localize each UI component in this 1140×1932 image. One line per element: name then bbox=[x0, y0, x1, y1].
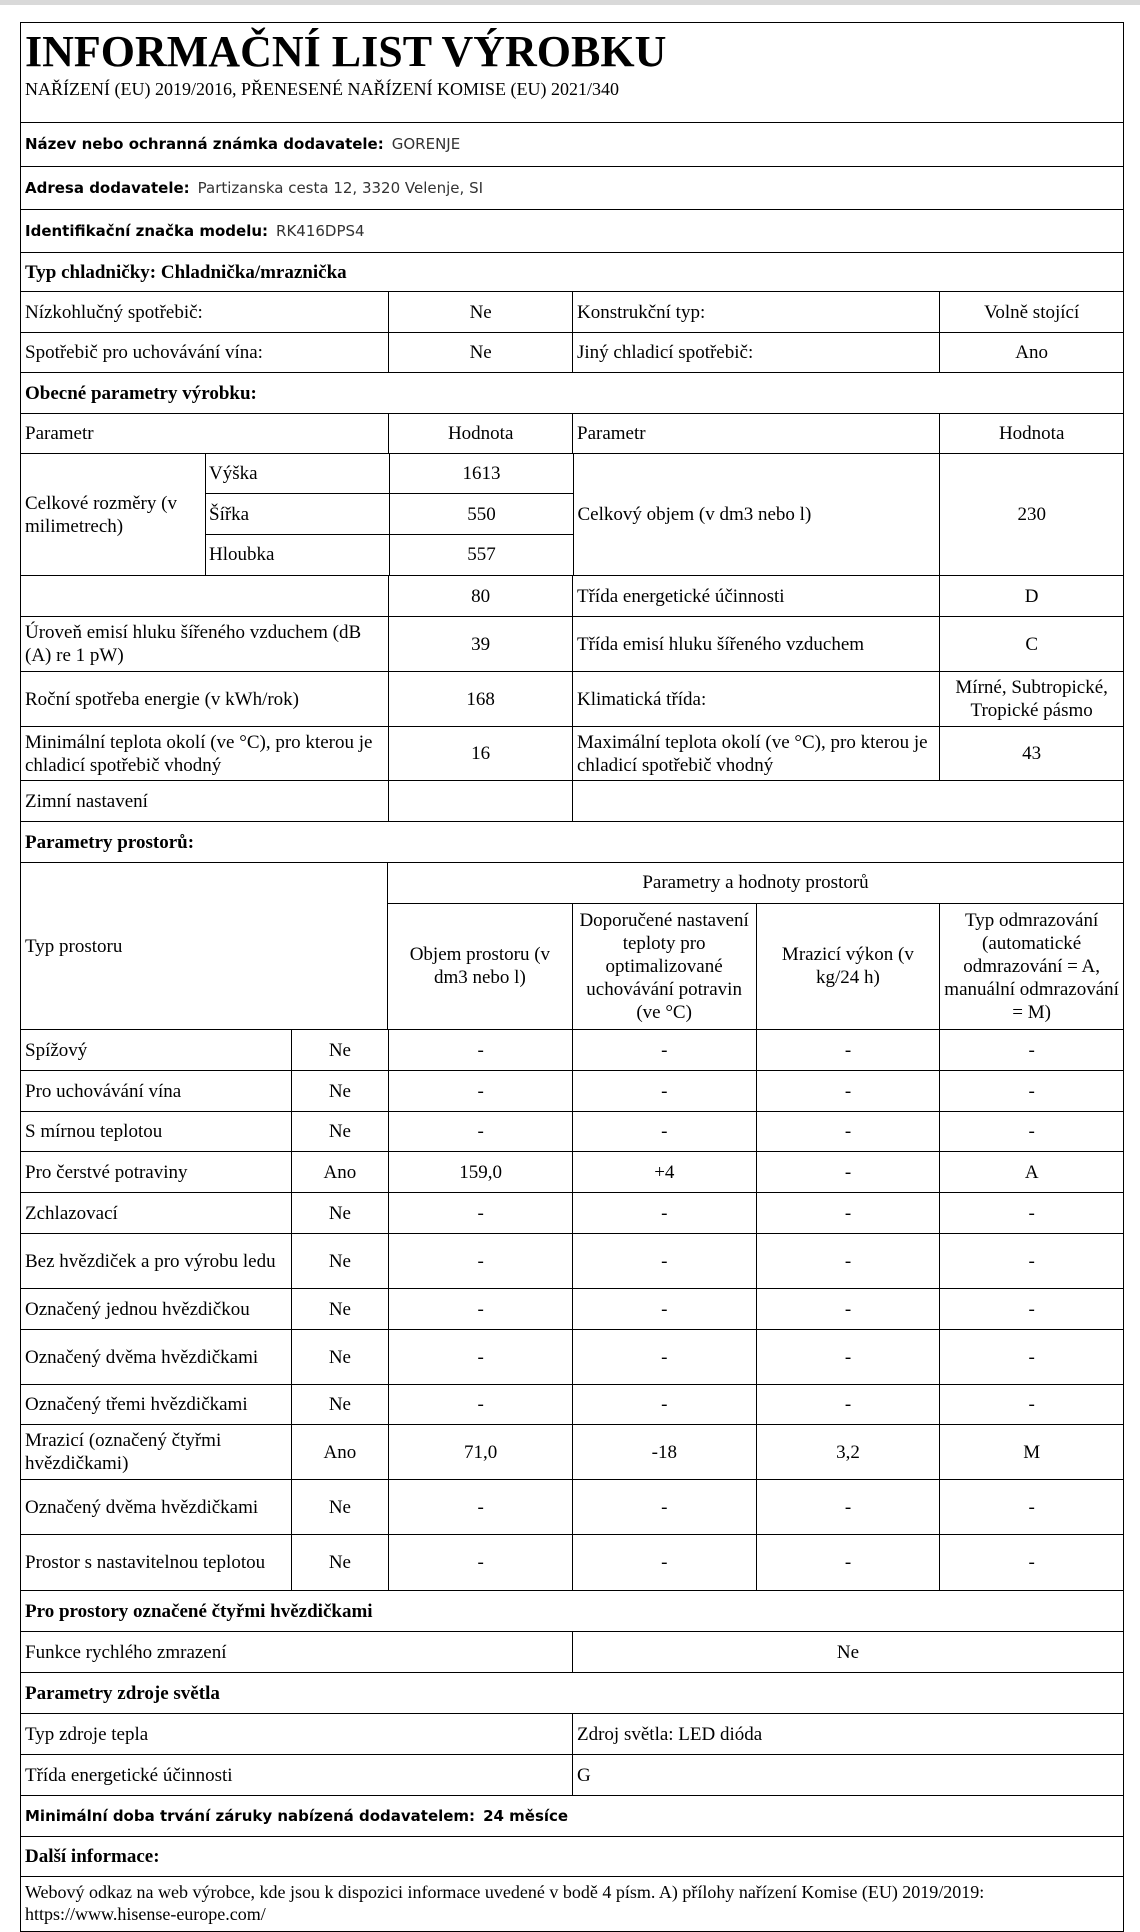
general-param-row bbox=[21, 780, 1123, 821]
supplier-address-label: Adresa dodavatele: bbox=[25, 178, 190, 197]
compartment-row bbox=[21, 1233, 1123, 1288]
compartment-volume: - bbox=[388, 1071, 572, 1111]
dimension-value: 550 bbox=[389, 494, 573, 534]
compartment-volume: - bbox=[388, 1193, 572, 1233]
dimension-value: 1613 bbox=[389, 454, 573, 493]
value-header: Hodnota bbox=[939, 414, 1123, 453]
dimension-name: Hloubka bbox=[209, 544, 275, 566]
compartment-name: Označený třemi hvězdičkami bbox=[25, 1394, 248, 1415]
compartment-temperature: -18 bbox=[572, 1425, 756, 1479]
compartment-freezing: - bbox=[756, 1289, 940, 1329]
general-header-row bbox=[21, 413, 1123, 453]
compartment-present: Ne bbox=[291, 1030, 389, 1070]
param-value: 16 bbox=[388, 727, 572, 780]
compartment-defrost: - bbox=[939, 1385, 1123, 1424]
param-value: C bbox=[939, 617, 1123, 671]
compartment-row bbox=[21, 1479, 1123, 1534]
fast-freeze-value: Ne bbox=[572, 1632, 1123, 1672]
more-info-heading-row bbox=[21, 1836, 1123, 1876]
compartment-freezing: - bbox=[756, 1480, 940, 1534]
dimensions-row bbox=[21, 453, 1123, 575]
regulation-subtitle: NAŘÍZENÍ (EU) 2019/2016, PŘENESENÉ NAŘÍZENÍ KOMISE (EU) 2021/340 bbox=[25, 79, 619, 99]
product-information-sheet bbox=[20, 22, 1124, 1932]
general-param-row bbox=[21, 671, 1123, 726]
compartment-present: Ne bbox=[291, 1112, 389, 1151]
compartment-name: Označený dvěma hvězdičkami bbox=[25, 1346, 259, 1368]
compartment-defrost: - bbox=[939, 1030, 1123, 1070]
total-volume-label: Celkový objem (v dm3 nebo l) bbox=[573, 454, 940, 575]
model-id-value: RK416DPS4 bbox=[276, 221, 365, 240]
compartment-freezing: - bbox=[756, 1193, 940, 1233]
compartment-temperature: - bbox=[572, 1071, 756, 1111]
param-value: 39 bbox=[388, 617, 572, 671]
compartment-defrost: - bbox=[939, 1112, 1123, 1151]
compartment-row bbox=[21, 1534, 1123, 1590]
compartment-freezing: 3,2 bbox=[756, 1425, 940, 1479]
compartment-freezing: - bbox=[756, 1071, 940, 1111]
basics-value: Ne bbox=[388, 292, 572, 332]
dimensions-label: Celkové rozměry (v milimetrech) bbox=[25, 492, 177, 537]
compartments-header-row bbox=[21, 862, 1123, 1029]
compartment-name: Pro čerstvé potraviny bbox=[25, 1161, 188, 1183]
compartment-temperature: - bbox=[572, 1112, 756, 1151]
param-value: 43 bbox=[939, 727, 1123, 780]
compartment-present: Ano bbox=[291, 1152, 389, 1192]
general-heading-row bbox=[21, 372, 1123, 413]
compartment-volume: 71,0 bbox=[388, 1425, 572, 1479]
dimension-name: Výška bbox=[209, 463, 258, 484]
general-param-row bbox=[21, 575, 1123, 616]
compartment-name: Označený dvěma hvězdičkami bbox=[25, 1496, 259, 1518]
compartment-name: S mírnou teplotou bbox=[25, 1121, 163, 1142]
param-header: Parametr bbox=[25, 423, 94, 444]
compartment-freezing: - bbox=[756, 1535, 940, 1590]
compartment-defrost: - bbox=[939, 1071, 1123, 1111]
param-value bbox=[388, 781, 572, 821]
param-label: Klimatická třída: bbox=[572, 672, 939, 726]
compartment-temperature: - bbox=[572, 1480, 756, 1534]
model-id-label: Identifikační značka modelu: bbox=[25, 221, 269, 240]
fast-freeze-row bbox=[21, 1631, 1123, 1672]
compartment-name: Bez hvězdiček a pro výrobu ledu bbox=[25, 1250, 276, 1272]
compartment-freezing: - bbox=[756, 1030, 940, 1070]
general-param-row bbox=[21, 726, 1123, 780]
param-label: Maximální teplota okolí (ve °C), pro kterou je chladicí spotřebič vhodný bbox=[572, 727, 939, 780]
compartment-present: Ne bbox=[291, 1071, 389, 1111]
compartment-row bbox=[21, 1288, 1123, 1329]
param-label: Třída emisí hluku šířeného vzduchem bbox=[572, 617, 939, 671]
basics-value: Ne bbox=[388, 333, 572, 372]
compartment-present: Ne bbox=[291, 1535, 389, 1590]
compartment-freezing: - bbox=[756, 1152, 940, 1192]
warranty-label: Minimální doba trvání záruky nabízená dodavatelem: bbox=[25, 1806, 476, 1825]
light-type-label: Typ zdroje tepla bbox=[25, 1723, 149, 1745]
model-id-row bbox=[21, 209, 1123, 252]
compartment-row bbox=[21, 1111, 1123, 1151]
compartment-name: Spížový bbox=[25, 1039, 88, 1061]
col-header-freezing: Mrazicí výkon (v kg/24 h) bbox=[756, 904, 940, 1029]
compartment-volume: - bbox=[388, 1480, 572, 1534]
more-info-heading: Další informace: bbox=[25, 1846, 160, 1867]
light-heading: Parametry zdroje světla bbox=[25, 1682, 220, 1704]
manufacturer-web-link[interactable]: Webový odkaz na web výrobce, kde jsou k dispozici informace uvedené v bodě 4 písm. A) přílohy nařízení Komise (EU) 2019/2019: https://www.hisense-europe.com/ bbox=[25, 1882, 985, 1924]
total-volume-value: 230 bbox=[939, 454, 1123, 575]
compartment-volume: - bbox=[388, 1289, 572, 1329]
compartment-present: Ne bbox=[291, 1330, 389, 1384]
compartment-defrost: A bbox=[939, 1152, 1123, 1192]
compartment-present: Ano bbox=[291, 1425, 389, 1479]
compartment-temperature: +4 bbox=[572, 1152, 756, 1192]
value-header: Hodnota bbox=[388, 414, 572, 453]
compartment-defrost: M bbox=[939, 1425, 1123, 1479]
fridge-type: Typ chladničky: Chladnička/mraznička bbox=[25, 261, 347, 283]
param-label: Minimální teplota okolí (ve °C), pro kterou je chladicí spotřebič vhodný bbox=[25, 731, 373, 776]
fast-freeze-label: Funkce rychlého zmrazení bbox=[25, 1641, 227, 1663]
compartment-defrost: - bbox=[939, 1234, 1123, 1288]
compartment-row bbox=[21, 1424, 1123, 1479]
compartments-heading-row bbox=[21, 821, 1123, 862]
supplier-address-value: Partizanska cesta 12, 3320 Velenje, SI bbox=[197, 178, 484, 197]
dimension-row bbox=[205, 493, 573, 534]
light-class-row bbox=[21, 1754, 1123, 1795]
light-type-row bbox=[21, 1713, 1123, 1754]
warranty-row bbox=[21, 1795, 1123, 1836]
param-label bbox=[21, 576, 388, 616]
supplier-name-label: Název nebo ochranná známka dodavatele: bbox=[25, 135, 384, 153]
supplier-address-row bbox=[21, 166, 1123, 209]
col-header-defrost: Typ odmrazování (automatické odmrazování = A, manuální odmrazování = M) bbox=[939, 904, 1123, 1029]
compartment-temperature: - bbox=[572, 1234, 756, 1288]
window-top-edge bbox=[0, 0, 1140, 5]
basics-value: Volně stojící bbox=[939, 292, 1123, 332]
basics-value: Ano bbox=[939, 333, 1123, 372]
compartment-volume: - bbox=[388, 1385, 572, 1424]
compartment-temperature: - bbox=[572, 1535, 756, 1590]
supplier-name-value: GORENJE bbox=[391, 135, 461, 153]
compartment-defrost: - bbox=[939, 1193, 1123, 1233]
compartment-present: Ne bbox=[291, 1193, 389, 1233]
compartment-name: Prostor s nastavitelnou teplotou bbox=[25, 1552, 266, 1573]
compartments-heading: Parametry prostorů: bbox=[25, 831, 195, 853]
dimension-row bbox=[205, 534, 573, 575]
compartment-freezing: - bbox=[756, 1112, 940, 1151]
warranty-value: 24 měsíce bbox=[483, 1806, 569, 1825]
param-label: Třída energetické účinnosti bbox=[572, 576, 939, 616]
compartment-temperature: - bbox=[572, 1030, 756, 1070]
compartment-temperature: - bbox=[572, 1385, 756, 1424]
compartment-row bbox=[21, 1192, 1123, 1233]
fridge-type-row bbox=[21, 252, 1123, 291]
compartment-name: Mrazicí (označený čtyřmi hvězdičkami) bbox=[25, 1430, 222, 1474]
dimension-name: Šířka bbox=[209, 503, 250, 525]
compartment-volume: - bbox=[388, 1030, 572, 1070]
compartment-freezing: - bbox=[756, 1330, 940, 1384]
compartment-defrost: - bbox=[939, 1480, 1123, 1534]
compartment-present: Ne bbox=[291, 1234, 389, 1288]
compartment-volume: - bbox=[388, 1234, 572, 1288]
param-header: Parametr bbox=[572, 414, 939, 453]
param-value: 168 bbox=[388, 672, 572, 726]
basics-label: Konstrukční typ: bbox=[572, 292, 939, 332]
basics-label: Nízkohlučný spotřebič: bbox=[25, 301, 203, 323]
basics-row bbox=[21, 291, 1123, 332]
compartment-defrost: - bbox=[939, 1289, 1123, 1329]
compartment-present: Ne bbox=[291, 1385, 389, 1424]
compartment-temperature: - bbox=[572, 1289, 756, 1329]
compartment-row bbox=[21, 1070, 1123, 1111]
compartment-row bbox=[21, 1329, 1123, 1384]
compartment-temperature: - bbox=[572, 1193, 756, 1233]
supplier-name-row bbox=[21, 122, 1123, 166]
winter-setting-label: Zimní nastavení bbox=[25, 790, 148, 812]
col-header-volume: Objem prostoru (v dm3 nebo l) bbox=[409, 944, 551, 989]
compartment-row bbox=[21, 1151, 1123, 1192]
compartment-name: Zchlazovací bbox=[25, 1202, 118, 1224]
param-label: Roční spotřeba energie (v kWh/rok) bbox=[25, 688, 300, 710]
climate-class-value: Mírné, Subtropické, Tropické pásmo bbox=[939, 672, 1123, 726]
compartment-row bbox=[21, 1384, 1123, 1424]
compartment-volume: - bbox=[388, 1535, 572, 1590]
compartment-name: Označený jednou hvězdičkou bbox=[25, 1298, 250, 1320]
compartment-defrost: - bbox=[939, 1330, 1123, 1384]
compartment-volume: - bbox=[388, 1330, 572, 1384]
param-label: Úroveň emisí hluku šířeného vzduchem (dB (A) re 1 pW) bbox=[25, 622, 362, 666]
compartments-body bbox=[21, 1029, 1123, 1590]
compartment-row bbox=[21, 1029, 1123, 1070]
compartment-volume: - bbox=[388, 1112, 572, 1151]
col-header-temperature: Doporučené nastavení teploty pro optimalizované uchovávání potravin (ve °C) bbox=[572, 904, 756, 1029]
general-param-row bbox=[21, 616, 1123, 671]
header-block bbox=[21, 23, 1123, 122]
light-heading-row bbox=[21, 1672, 1123, 1713]
compartment-present: Ne bbox=[291, 1480, 389, 1534]
param-value: 80 bbox=[388, 576, 572, 616]
compartment-name: Pro uchovávání vína bbox=[25, 1080, 182, 1102]
compartment-freezing: - bbox=[756, 1234, 940, 1288]
general-heading: Obecné parametry výrobku: bbox=[25, 382, 257, 404]
four-star-heading: Pro prostory označené čtyřmi hvězdičkami bbox=[25, 1600, 373, 1622]
basics-label: Jiný chladicí spotřebič: bbox=[572, 333, 939, 372]
compartment-freezing: - bbox=[756, 1385, 940, 1424]
compartments-group-header: Parametry a hodnoty prostorů bbox=[642, 872, 869, 894]
param-label bbox=[572, 781, 1123, 821]
page-title: INFORMAČNÍ LIST VÝROBKU bbox=[25, 27, 667, 76]
light-class-value: G bbox=[572, 1755, 1123, 1795]
compartment-defrost: - bbox=[939, 1535, 1123, 1590]
more-info-row bbox=[21, 1876, 1123, 1931]
basics-row bbox=[21, 332, 1123, 372]
dimension-row bbox=[205, 454, 573, 493]
compartment-temperature: - bbox=[572, 1330, 756, 1384]
compartment-volume: 159,0 bbox=[388, 1152, 572, 1192]
four-star-heading-row bbox=[21, 1590, 1123, 1631]
compartment-present: Ne bbox=[291, 1289, 389, 1329]
dimension-value: 557 bbox=[389, 535, 573, 575]
energy-class-value: D bbox=[939, 576, 1123, 616]
light-class-label: Třída energetické účinnosti bbox=[25, 1764, 233, 1786]
light-type-value: Zdroj světla: LED dióda bbox=[572, 1714, 1123, 1754]
compartment-type-header: Typ prostoru bbox=[25, 935, 123, 957]
basics-label: Spotřebič pro uchovávání vína: bbox=[25, 342, 263, 363]
